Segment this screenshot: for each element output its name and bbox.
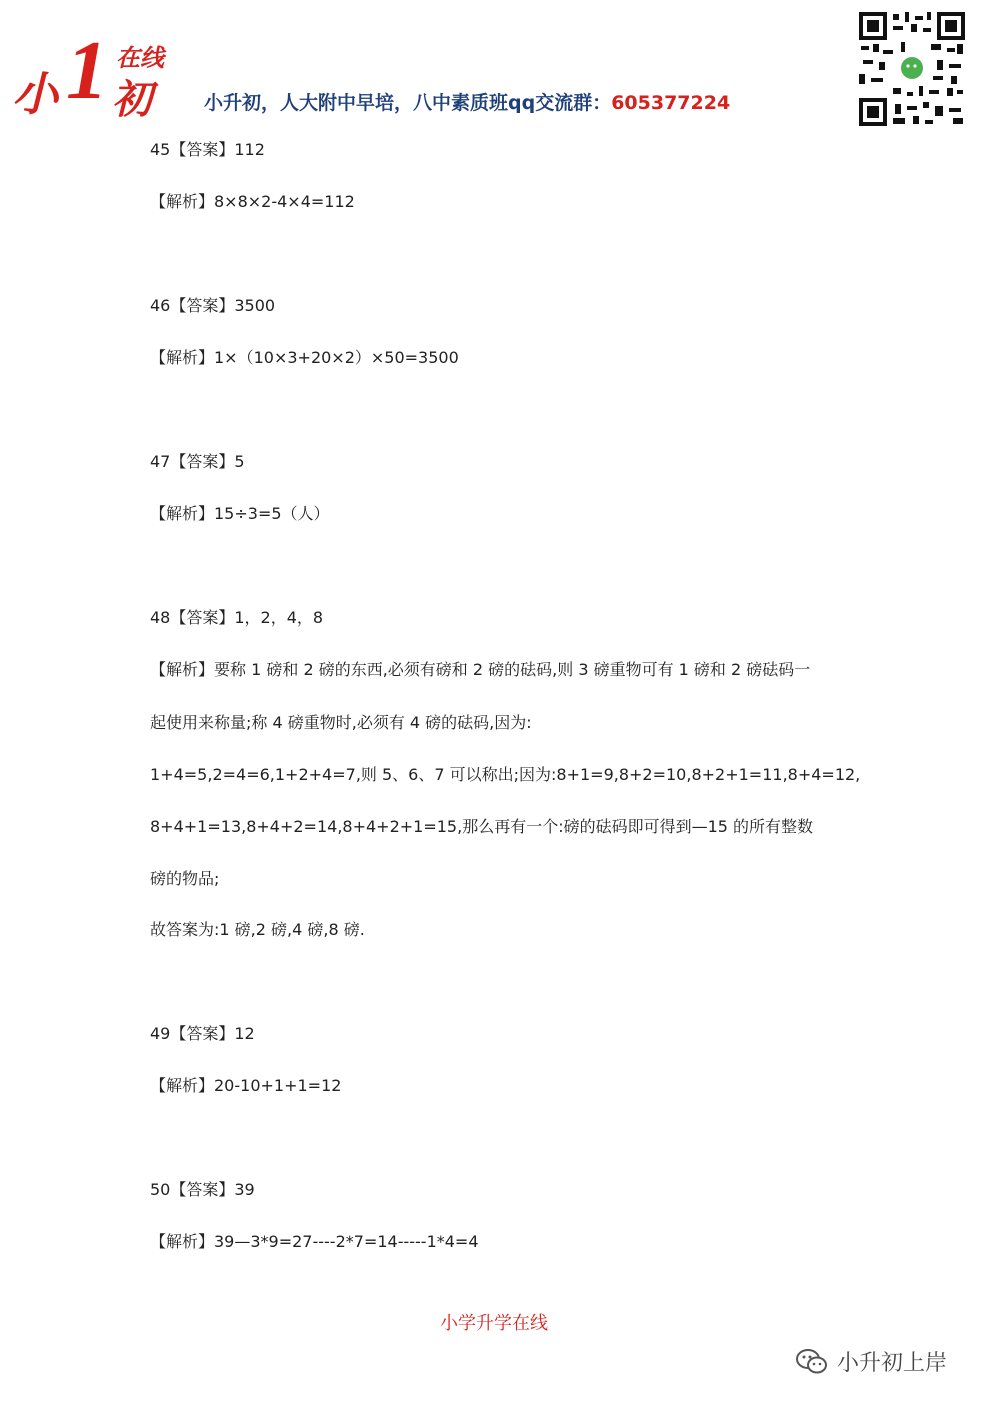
footer-text: 小学升学在线: [440, 1313, 548, 1334]
explanation-48-line-1: 【解析】要称 1 磅和 2 磅的东西,必须有磅和 2 磅的砝码,则 3 磅重物可有 1 磅和 2 磅砝码一: [150, 660, 811, 679]
answer-50: 50【答案】39: [150, 1180, 255, 1199]
answer-47: 47【答案】5: [150, 452, 245, 471]
explanation-46: 【解析】1×（10×3+20×2）×50=3500: [150, 348, 459, 367]
answer-45: 45【答案】112: [150, 140, 265, 159]
logo: [8, 24, 178, 123]
explanation-48-line-4: 8+4+1=13,8+4+2=14,8+4+2+1=15,那么再有一个:磅的砝码即可得到—15 的所有整数: [150, 817, 814, 836]
explanation-49: 【解析】20-10+1+1=12: [150, 1076, 342, 1095]
answer-48: 48【答案】1，2，4，8: [150, 608, 324, 627]
explanation-48-line-5: 磅的物品;: [150, 869, 220, 888]
logo-char-small: 小: [12, 67, 58, 121]
logo-char-chu: 初: [112, 77, 152, 123]
explanation-48-line-2: 起使用来称量;称 4 磅重物时,必须有 4 磅的砝码,因为:: [150, 713, 532, 732]
logo-char-one: 1: [66, 24, 108, 117]
qr-code-icon: [857, 10, 967, 128]
answer-49: 49【答案】12: [150, 1024, 255, 1043]
answer-46: 46【答案】3500: [150, 296, 276, 315]
explanation-48-line-3: 1+4=5,2=4=6,1+2+4=7,则 5、6、7 可以称出;因为:8+1=9,8+2=10,8+2+1=11,8+4=12,: [150, 765, 861, 784]
header-banner: [204, 88, 730, 115]
wechat-icon: [795, 1348, 829, 1376]
explanation-45: 【解析】8×8×2-4×4=112: [150, 192, 355, 211]
header-text: 小升初，人大附中早培，八中素质班qq交流群：: [204, 92, 612, 114]
watermark-text: 小升初上岸: [837, 1351, 948, 1376]
explanation-47: 【解析】15÷3=5（人）: [150, 504, 330, 523]
explanation-48-line-6: 故答案为:1 磅,2 磅,4 磅,8 磅.: [150, 920, 365, 939]
qq-number: 605377224: [611, 92, 731, 114]
watermark: [795, 1346, 947, 1377]
logo-text-zaixian: 在线: [116, 44, 164, 72]
explanation-50: 【解析】39—3*9=27----2*7=14-----1*4=4: [150, 1232, 479, 1251]
